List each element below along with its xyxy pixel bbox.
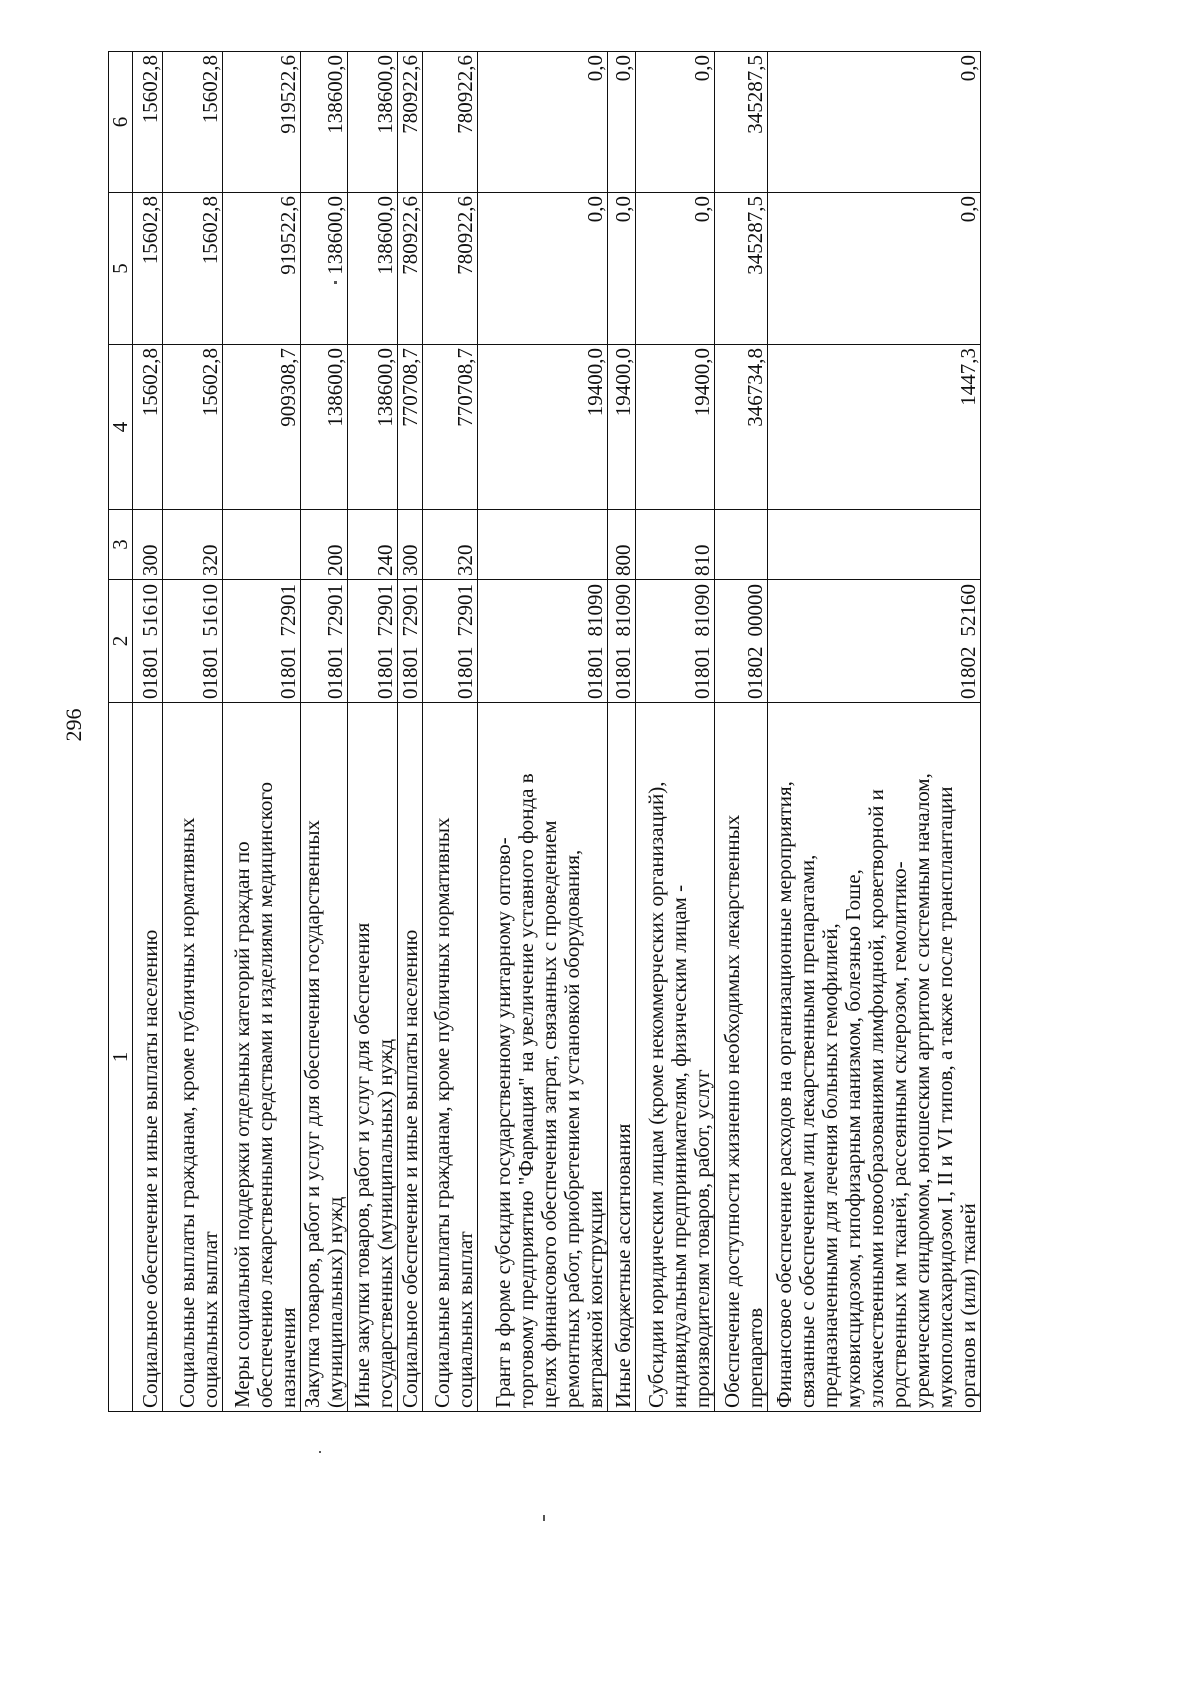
- direction-code: 72901: [398, 584, 422, 637]
- row-name-line: Обеспечение доступности жизненно необходимых лекарственных: [720, 814, 744, 1408]
- direction-code: 72901: [323, 584, 347, 637]
- row-name-line: Меры социальной поддержки отдельных категорий граждан по: [230, 841, 254, 1408]
- column-number-3: 3: [109, 510, 133, 580]
- program-code: 01802: [956, 646, 980, 699]
- row-name-cell: [301, 703, 348, 1412]
- row-name-cell: [478, 703, 608, 1412]
- direction-code: 00000: [743, 584, 767, 637]
- row-name-line: Закупка товаров, работ и услуг для обеспечения государственных: [300, 819, 324, 1408]
- row-name-line: обеспечению лекарственными средствами и изделиями медицинского: [253, 782, 277, 1408]
- expense-type-cell: [768, 510, 981, 580]
- program-code: 01801: [690, 646, 714, 699]
- amount-col4-cell: 15602,8: [163, 345, 223, 510]
- expense-type-cell: 320: [163, 510, 223, 580]
- column-number-6: 6: [109, 52, 133, 193]
- row-name-line: мукополисахаридозом I, II и VI типов, а также после трансплантации: [933, 786, 957, 1408]
- expense-type-cell: 800: [608, 510, 636, 580]
- amount-col4-cell: 346734,8: [715, 345, 768, 510]
- amount-col4-cell: 15602,8: [133, 345, 163, 510]
- amount-col4-cell: 19400,0: [608, 345, 636, 510]
- expense-type-cell: 300: [398, 510, 423, 580]
- row-name-line: социальных выплат: [198, 1231, 222, 1408]
- row-name-line: назначения: [276, 1307, 300, 1408]
- row-name-line: злокачественными новообразованиями лимфоидной, кроветворной и: [864, 789, 888, 1408]
- expense-type-cell: [715, 510, 768, 580]
- classification-code-cell: [768, 580, 981, 703]
- row-name-line: государственных (муниципальных) нужд: [373, 1038, 397, 1408]
- row-name-line: муковисцидозом, гипофизарным нанизмом, болезнью Гоше,: [841, 869, 865, 1408]
- row-name-cell: [163, 703, 223, 1412]
- column-number-2: 2: [109, 580, 133, 703]
- row-name-line: целях финансового обеспечения затрат, связанных с проведением: [537, 820, 561, 1408]
- row-name-cell: [715, 703, 768, 1412]
- table-row: [768, 52, 981, 1412]
- row-name-line: индивидуальным предпринимателям, физическим лицам -: [667, 884, 691, 1408]
- direction-code: 51610: [198, 584, 222, 637]
- classification-code-cell: [478, 580, 608, 703]
- amount-col6-cell: 780922,6: [398, 52, 423, 193]
- table-row: [423, 52, 478, 1412]
- classification-code-cell: [398, 580, 423, 703]
- column-number-4: 4: [109, 345, 133, 510]
- amount-col4-cell: 19400,0: [478, 345, 608, 510]
- column-number-5: 5: [109, 193, 133, 345]
- program-code: 01801: [198, 646, 222, 699]
- amount-col5-cell: 0,0: [608, 193, 636, 345]
- direction-code: 51610: [138, 584, 162, 637]
- table-row: [301, 52, 348, 1412]
- classification-code-cell: [223, 580, 301, 703]
- classification-code-cell: [348, 580, 398, 703]
- expense-type-cell: 240: [348, 510, 398, 580]
- amount-col4-cell: 138600,0: [348, 345, 398, 510]
- row-name-cell: [133, 703, 163, 1412]
- table-row: [715, 52, 768, 1412]
- page-number: 296: [61, 708, 86, 742]
- classification-code-cell: [133, 580, 163, 703]
- row-name-cell: [398, 703, 423, 1412]
- amount-col6-cell: 0,0: [608, 52, 636, 193]
- table-row: [163, 52, 223, 1412]
- amount-col5-cell: 138600,0: [348, 193, 398, 345]
- program-code: 01801: [453, 646, 477, 699]
- amount-col5-cell: 0,0: [478, 193, 608, 345]
- amount-col4-cell: 770708,7: [398, 345, 423, 510]
- amount-col6-cell: 138600,0: [301, 52, 348, 193]
- amount-col4-cell: 138600,0: [301, 345, 348, 510]
- row-name-line: Социальные выплаты гражданам, кроме публичных нормативных: [175, 817, 199, 1408]
- row-name-cell: [423, 703, 478, 1412]
- table-row: [608, 52, 636, 1412]
- expense-type-cell: 320: [423, 510, 478, 580]
- column-number-1: 1: [109, 703, 133, 1412]
- amount-col5-cell: 780922,6: [423, 193, 478, 345]
- row-name-line: торговому предприятию "Фармация" на увеличение уставного фонда в: [514, 773, 538, 1408]
- budget-table: [108, 51, 981, 1412]
- direction-code: 72901: [453, 584, 477, 637]
- direction-code: 81090: [690, 584, 714, 637]
- direction-code: 52160: [956, 584, 980, 637]
- classification-code-cell: [608, 580, 636, 703]
- row-name-line: Социальное обеспечение и иные выплаты населению: [398, 929, 422, 1408]
- direction-code: 81090: [583, 584, 607, 637]
- row-name-line: Субсидии юридическим лицам (кроме некоммерческих организаций),: [644, 781, 668, 1408]
- amount-col5-cell: 0,0: [768, 193, 981, 345]
- table-row: [223, 52, 301, 1412]
- amount-col6-cell: 0,0: [768, 52, 981, 193]
- row-name-line: препаратов: [743, 1307, 767, 1408]
- row-name-line: уремическим синдромом, юношеским артритом с системным началом,: [910, 773, 934, 1408]
- direction-code: 81090: [611, 584, 635, 637]
- row-name-line: органов и (или) тканей: [956, 1203, 980, 1408]
- table-header-row: [109, 52, 133, 1412]
- amount-col5-cell: 0,0: [636, 193, 715, 345]
- row-name-line: Иные бюджетные ассигнования: [611, 1123, 635, 1408]
- row-name-line: Социальные выплаты гражданам, кроме публичных нормативных: [430, 817, 454, 1408]
- table-row: [478, 52, 608, 1412]
- table-row: [348, 52, 398, 1412]
- row-name-line: Финансовое обеспечение расходов на организационные мероприятия,: [772, 781, 796, 1408]
- row-name-line: витражной конструкции: [583, 1190, 607, 1408]
- direction-code: 72901: [276, 584, 300, 637]
- amount-col6-cell: 138600,0: [348, 52, 398, 193]
- row-name-cell: [348, 703, 398, 1412]
- program-code: 01801: [276, 646, 300, 699]
- table-row: [133, 52, 163, 1412]
- program-code: 01801: [373, 646, 397, 699]
- row-name-line: социальных выплат: [453, 1231, 477, 1408]
- program-code: 01801: [323, 646, 347, 699]
- amount-col5-cell: 780922,6: [398, 193, 423, 345]
- classification-code-cell: [715, 580, 768, 703]
- expense-type-cell: 810: [636, 510, 715, 580]
- row-name-line: (муниципальных) нужд: [323, 1196, 347, 1408]
- amount-col4-cell: 770708,7: [423, 345, 478, 510]
- expense-type-cell: [478, 510, 608, 580]
- classification-code-cell: [301, 580, 348, 703]
- program-code: 01801: [583, 646, 607, 699]
- classification-code-cell: [163, 580, 223, 703]
- amount-col6-cell: 15602,8: [133, 52, 163, 193]
- amount-col4-cell: 909308,7: [223, 345, 301, 510]
- expense-type-cell: 300: [133, 510, 163, 580]
- program-code: 01802: [743, 646, 767, 699]
- amount-col5-cell: 138600,0: [301, 193, 348, 345]
- row-name-line: Социальное обеспечение и иные выплаты населению: [138, 929, 162, 1408]
- expense-type-cell: [223, 510, 301, 580]
- amount-col4-cell: 1447,3: [768, 345, 981, 510]
- program-code: 01801: [138, 646, 162, 699]
- row-name-line: производителям товаров, работ, услуг: [690, 1069, 714, 1408]
- classification-code-cell: [636, 580, 715, 703]
- amount-col6-cell: 0,0: [478, 52, 608, 193]
- row-name-cell: [768, 703, 981, 1412]
- amount-col4-cell: 19400,0: [636, 345, 715, 510]
- row-name-cell: [608, 703, 636, 1412]
- row-name-line: родственных им тканей, рассеянным склерозом, гемолитико-: [887, 861, 911, 1408]
- program-code: 01801: [398, 646, 422, 699]
- row-name-cell: [636, 703, 715, 1412]
- table-row: [636, 52, 715, 1412]
- amount-col6-cell: 0,0: [636, 52, 715, 193]
- direction-code: 72901: [373, 584, 397, 637]
- row-name-line: предназначенными для лечения больных гемофилией,: [818, 923, 842, 1408]
- classification-code-cell: [423, 580, 478, 703]
- row-name-line: связанные с обеспечением лиц лекарственными препаратами,: [795, 854, 819, 1408]
- amount-col6-cell: 15602,8: [163, 52, 223, 193]
- amount-col6-cell: 780922,6: [423, 52, 478, 193]
- expense-type-cell: 200: [301, 510, 348, 580]
- table-row: [398, 52, 423, 1412]
- row-name-line: Иные закупки товаров, работ и услуг для обеспечения: [350, 922, 374, 1408]
- row-name-cell: [223, 703, 301, 1412]
- amount-col6-cell: 919522,6: [223, 52, 301, 193]
- program-code: 01801: [611, 646, 635, 699]
- row-name-line: Грант в форме субсидии государственному унитарному оптово-: [491, 837, 515, 1408]
- amount-col5-cell: 919522,6: [223, 193, 301, 345]
- amount-col5-cell: 15602,8: [133, 193, 163, 345]
- amount-col5-cell: 345287,5: [715, 193, 768, 345]
- row-name-line: ремонтных работ, приобретением и установкой оборудования,: [560, 849, 584, 1408]
- amount-col5-cell: 15602,8: [163, 193, 223, 345]
- amount-col6-cell: 345287,5: [715, 52, 768, 193]
